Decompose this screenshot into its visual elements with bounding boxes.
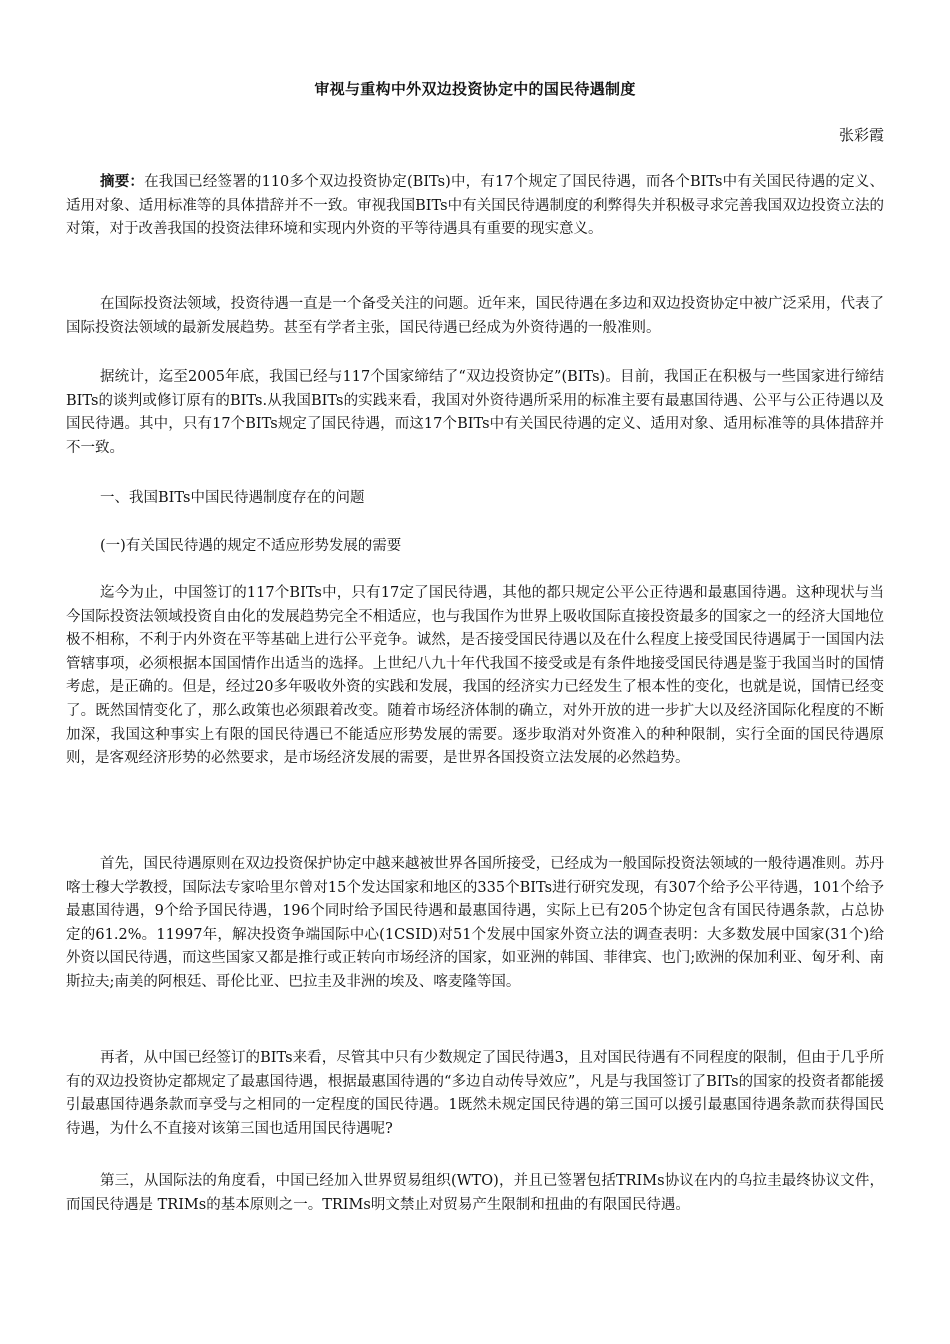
body-paragraph-3: 再者，从中国已经签订的BITs来看，尽管其中只有少数规定了国民待遇3，且对国民待遇有不同程度的限制，但由于几乎所有的双边投资协定都规定了最惠国待遇，根据最惠国待遇的“多边自动传导效应”，凡是与我国签订了BITs的国家的投资者都能援引最惠国待遇条款而享受与之相同的一定程度的国民待遇。1既然未规定国民待遇的第三国可以援引最惠国待遇条款而获得国民待遇，为什么不直接对该第三国也适用国民待遇呢? (66, 1050, 884, 1137)
author-name: 张彩霞 (838, 126, 884, 144)
intro-paragraph-1: 在国际投资法领域，投资待遇一直是一个备受关注的问题。近年来，国民待遇在多边和双边投资协定中被广泛采用，代表了国际投资法领域的最新发展趋势。甚至有学者主张，国民待遇已经成为外资待遇的一般准则。 (66, 296, 884, 336)
body-paragraph-4: 第三，从国际法的角度看，中国已经加入世界贸易组织(WTO)，并且已签署包括TRIMs协议在内的乌拉圭最终协议文件，而国民待遇是 TRIMs的基本原则之一。TRIMs明文禁止对贸易产生限制和扭曲的有限国民待遇。 (66, 1173, 884, 1213)
subsection-heading: (一)有关国民待遇的规定不适应形势发展的需要 (100, 538, 402, 554)
document-title: 审视与重构中外双边投资协定中的国民待遇制度 (314, 80, 636, 98)
intro-paragraph-2: 据统计，迄至2005年底，我国已经与117个国家缔结了“双边投资协定”(BITs)。目前，我国正在积极与一些国家进行缔结BITs的谈判或修订原有的BITs.从我国BITs的实践来看，我国对外资待遇所采用的标准主要有最惠国待遇、公平与公正待遇以及国民待遇。其中，只有17个BITs规定了国民待遇，而这17个BITs中有关国民待遇的定义、适用对象、适用标准等的具体措辞并不一致。 (66, 369, 884, 456)
body-paragraph-1: 迄今为止，中国签订的117个BITs中，只有17定了国民待遇，其他的都只规定公平公正待遇和最惠国待遇。这种现状与当今国际投资法领域投资自由化的发展趋势完全不相适应，也与我国作为世界上吸收国际直接投资最多的国家之一的经济大国地位极不相称，不利于内外资在平等基础上进行公平竞争。诚然，是否接受国民待遇以及在什么程度上接受国民待遇属于一国国内法管辖事项，必须根据本国国情作出适当的选择。上世纪八九十年代我国不接受或是有条件地接受国民待遇是鉴于我国当时的国情考虑，是正确的。但是，经过20多年吸收外资的实践和发展，我国的经济实力已经发生了根本性的变化，也就是说，国情已经变了。既然国情变化了，那么政策也必须跟着改变。随着市场经济体制的确立，对外开放的进一步扩大以及经济国际化程度的不断加深，我国这种事实上有限的国民待遇已不能适应形势发展的需要。逐步取消对外资准入的种种限制，实行全面的国民待遇原则，是客观经济形势的必然要求，是市场经济发展的需要，是世界各国投资立法发展的必然趋势。 (66, 585, 884, 767)
abstract-paragraph (66, 171, 884, 242)
section-heading: 一、我国BITs中国民待遇制度存在的问题 (100, 490, 365, 506)
body-paragraph-2: 首先，国民待遇原则在双边投资保护协定中越来越被世界各国所接受，已经成为一般国际投资法领域的一般待遇准则。苏丹喀士穆大学教授，国际法专家哈里尔曾对15个发达国家和地区的335个BITs进行研究发现，有307个给予公平待遇，101个给予最惠国待遇，9个给予国民待遇，196个同时给予国民待遇和最惠国待遇，实际上已有205个协定包含有国民待遇条款，占总协定的61.2%。11997年，解决投资争端国际中心(1CSID)对51个发展中国家外资立法的调查表明：大多数发展中国家(31个)给外资以国民待遇，而这些国家又都是推行或正转向市场经济的国家，如亚洲的韩国、菲律宾、也门;欧洲的保加利亚、匈牙利、南斯拉夫;南美的阿根廷、哥伦比亚、巴拉圭及非洲的埃及、喀麦隆等国。 (66, 856, 884, 990)
abstract-text: 在我国已经签署的110多个双边投资协定(BITs)中，有17个规定了国民待遇，而各个BITs中有关国民待遇的定义、适用对象、适用标准等的具体措辞并不一致。审视我国BITs中有关国民待遇制度的利弊得失并积极寻求完善我国双边投资立法的对策，对于改善我国的投资法律环境和实现内外资的平等待遇具有重要的现实意义。 (66, 174, 884, 238)
abstract-label: 摘要： (100, 174, 145, 190)
